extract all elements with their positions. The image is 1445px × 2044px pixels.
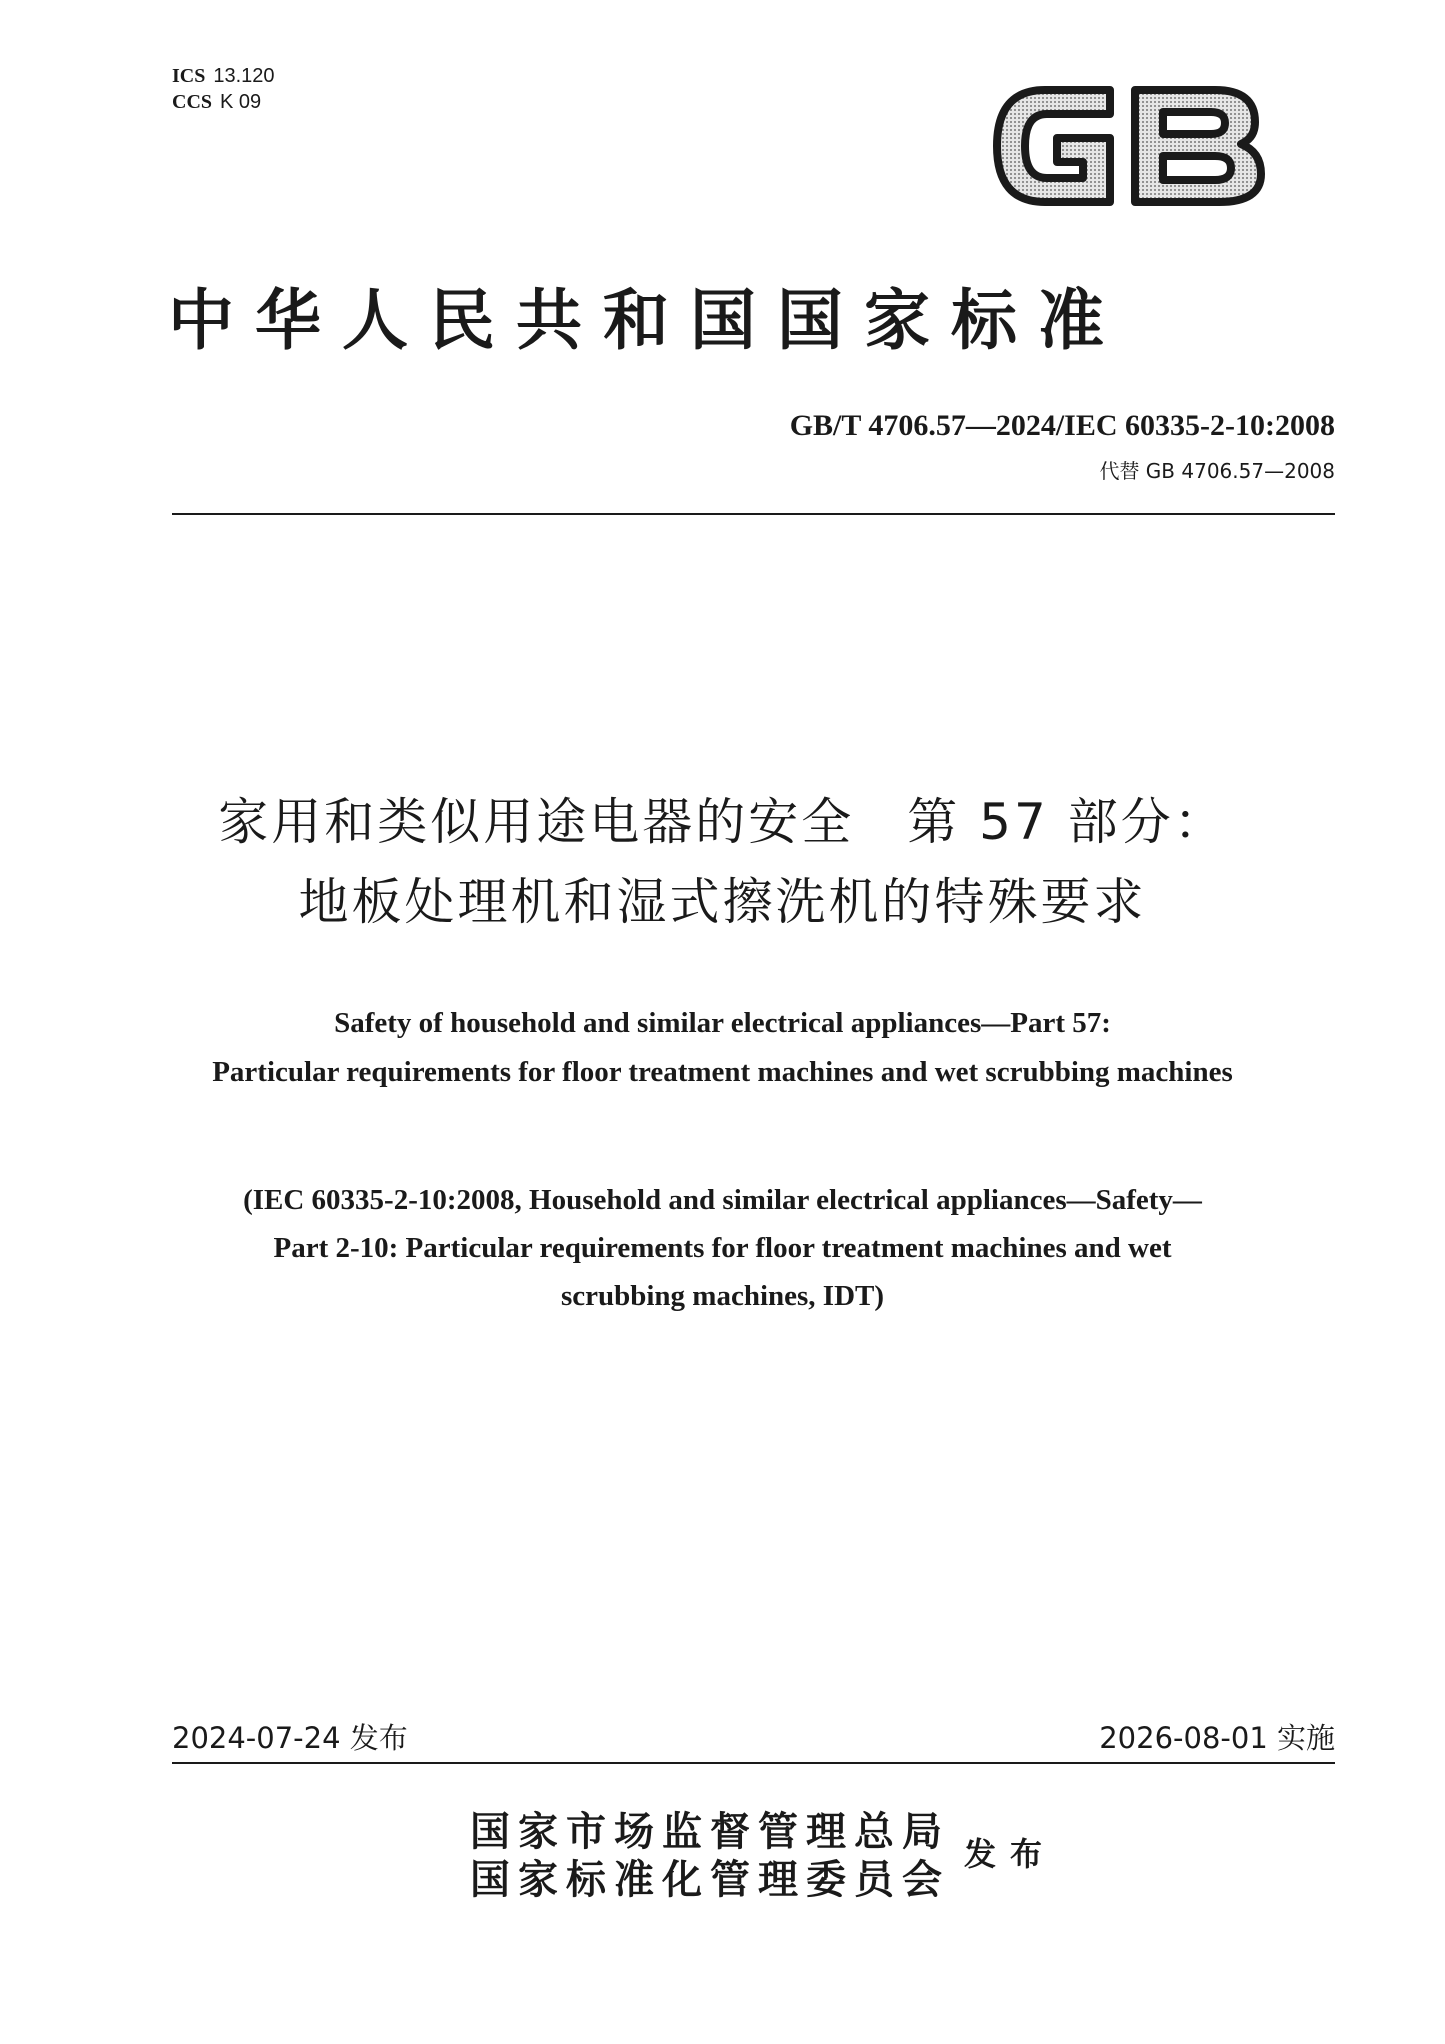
adoption-statement-line-2: Part 2-10: Particular requirements for floor treatment machines and wet <box>273 1232 1172 1264</box>
ccs-classification <box>172 90 261 114</box>
gb-logo-icon <box>985 72 1275 220</box>
chinese-title-line-1: 家用和类似用途电器的安全 第 57 部分： <box>218 793 1227 851</box>
chinese-title-line-2: 地板处理机和湿式擦洗机的特殊要求 <box>298 873 1147 931</box>
ccs-code: K 09 <box>220 91 262 113</box>
header-divider <box>172 513 1335 515</box>
ccs-label: CCS <box>172 91 213 113</box>
adoption-statement-line-3: scrubbing machines, IDT) <box>560 1280 885 1312</box>
issue-suffix: 发布 <box>964 1835 1057 1873</box>
issue-date: 2024-07-24 发布 <box>172 1721 408 1755</box>
ics-code: 13.120 <box>213 65 275 87</box>
issuer-sac: 国家标准化管理委员会 <box>470 1856 950 1903</box>
english-title-line-1: Safety of household and similar electrical appliances—Part 57: <box>334 1007 1111 1039</box>
ics-classification <box>172 64 275 88</box>
english-title-line-2: Particular requirements for floor treatment machines and wet scrubbing machines <box>212 1056 1233 1088</box>
footer-divider <box>172 1762 1335 1764</box>
issuer-samr: 国家市场监督管理总局 <box>470 1808 950 1855</box>
effective-date: 2026-08-01 实施 <box>1099 1721 1335 1755</box>
standard-number: GB/T 4706.57—2024/IEC 60335-2-10:2008 <box>789 409 1335 442</box>
adoption-statement-line-1: (IEC 60335-2-10:2008, Household and similar electrical appliances—Safety— <box>243 1184 1202 1216</box>
replaces-standard: 代替 GB 4706.57—2008 <box>1099 459 1335 483</box>
ics-label: ICS <box>172 65 206 87</box>
standard-type-heading: 中华人民共和国国家标准 <box>168 281 1125 359</box>
